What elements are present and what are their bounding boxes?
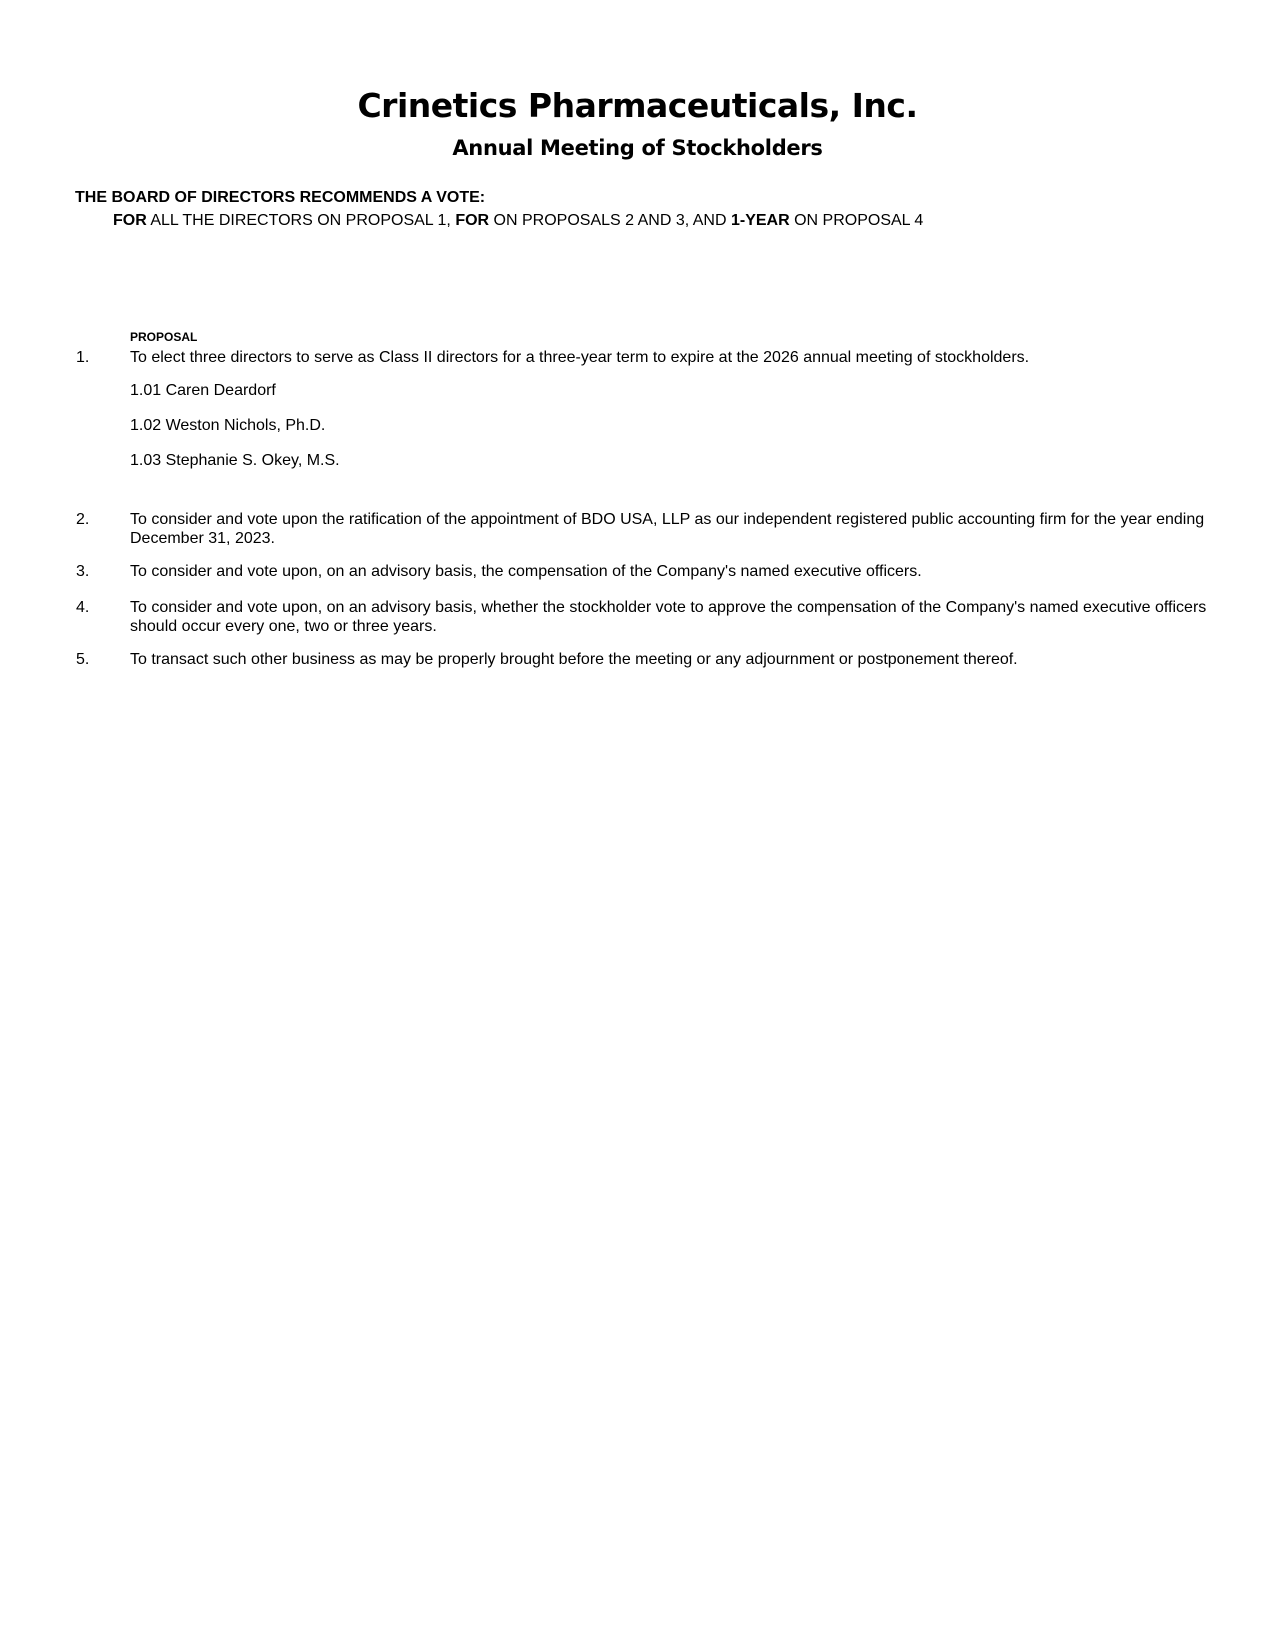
proposal-number: 5. [76, 651, 90, 668]
proposal-text: To consider and vote upon the ratification of the appointment of BDO USA, LLP as our independent registered public accounting firm for the year ending December 31, 2023. [130, 511, 1205, 547]
recommendation-text-2: ON PROPOSALS 2 AND 3, AND [489, 212, 731, 229]
nominee: 1.02 Weston Nichols, Ph.D. [130, 417, 326, 434]
recommendation-for-1: FOR [113, 212, 147, 229]
company-title: Crinetics Pharmaceuticals, Inc. [357, 86, 918, 125]
proposal-text: To elect three directors to serve as Class II directors for a three-year term to expire at the 2026 annual meeting of stockholders. [130, 349, 1030, 366]
proposal-text: To consider and vote upon, on an advisory basis, the compensation of the Company's named executive officers. [130, 563, 922, 580]
recommendation-heading: THE BOARD OF DIRECTORS RECOMMENDS A VOTE: [75, 189, 486, 206]
nominee: 1.01 Caren Deardorf [130, 382, 276, 399]
proposal-number: 1. [76, 349, 90, 366]
recommendation-line [113, 211, 923, 231]
recommendation-for-2: FOR [455, 212, 490, 229]
proposal-number: 2. [76, 511, 90, 528]
recommendation-text-3: ON PROPOSAL 4 [789, 212, 924, 229]
proposal-column-label: PROPOSAL [130, 330, 198, 344]
proposal-number: 4. [76, 599, 90, 616]
recommendation-text-1: ALL THE DIRECTORS ON PROPOSAL 1, [146, 212, 456, 229]
nominee: 1.03 Stephanie S. Okey, M.S. [130, 452, 340, 469]
proposal-text: To transact such other business as may be properly brought before the meeting or any adjournment or postponement thereof. [130, 651, 1018, 668]
proposal-number: 3. [76, 563, 90, 580]
recommendation-year: 1-YEAR [730, 212, 790, 229]
meeting-subtitle: Annual Meeting of Stockholders [452, 136, 823, 160]
proposal-text: To consider and vote upon, on an advisory basis, whether the stockholder vote to approve the compensation of the Company's named executive officers should occur every one, two or three years. [130, 599, 1207, 635]
